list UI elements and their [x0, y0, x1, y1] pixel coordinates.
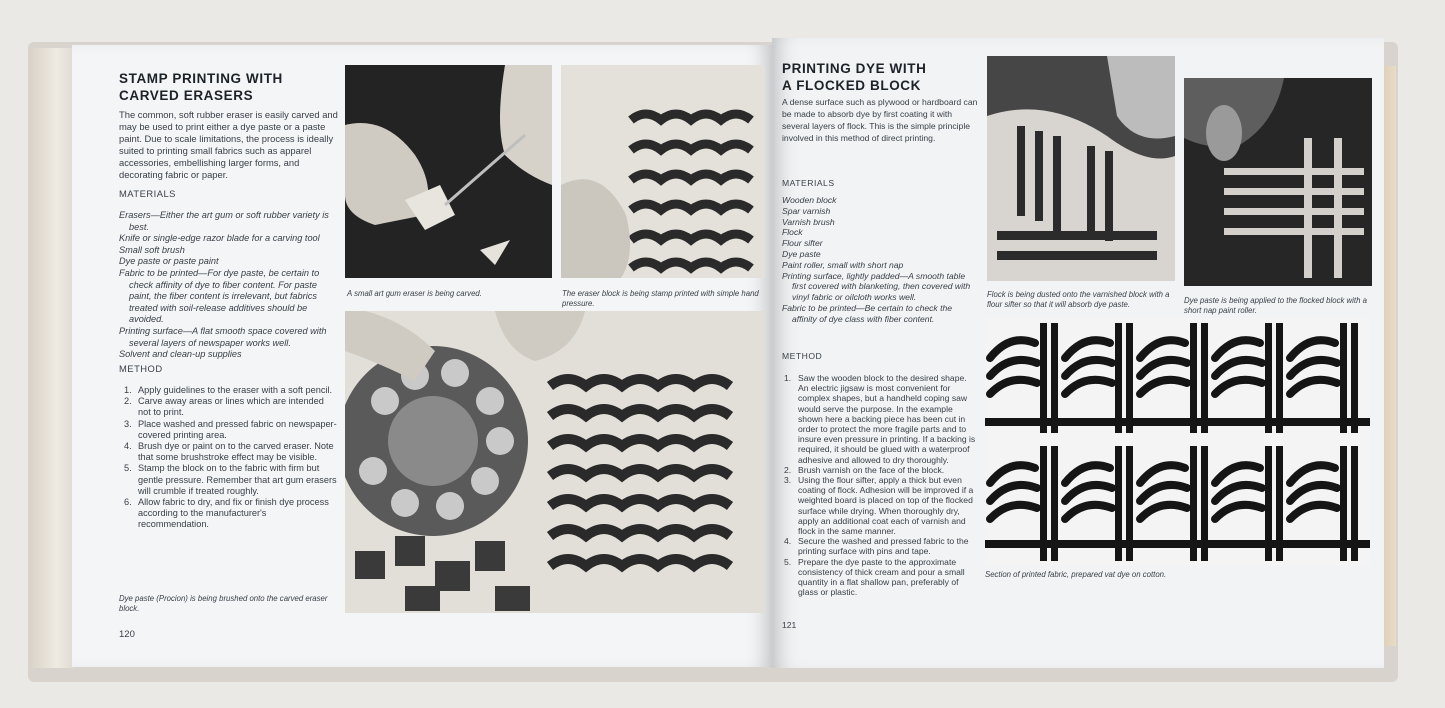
list-item: Paint roller, small with short nap: [782, 259, 904, 270]
caption-stamp-printed: The eraser block is being stamp printed with simple hand pressure.: [562, 289, 759, 308]
list-item: Dye paste or paste paint: [119, 256, 219, 267]
list-item: Erasers—Either the art gum or soft rubber variety is best.: [119, 210, 329, 232]
photo-eraser-carved: [345, 65, 552, 278]
list-item: Knife or single-edge razor blade for a carving tool: [119, 233, 320, 244]
list-item: 1. Saw the wooden block to the desired shape. An electric jigsaw is most convenient for complex shapes, but a handheld coping saw would serve the purpose. In the example shown here a backing piece has been cut in order to protect the more fragile parts and to insure even pressure in printing. If a backing is required, it should be glued with a waterproof adhesive and allowed to dry thoroughly.: [784, 373, 976, 465]
caption-section-printed: Section of printed fabric, prepared vat dye on cotton.: [985, 570, 1167, 579]
list-item: Flock: [782, 227, 803, 238]
list-item: Spar varnish: [782, 205, 831, 216]
photo-dye-brushed: [345, 311, 765, 613]
list-item: 2. Carve away areas or lines which are intended not to print.: [124, 396, 324, 418]
left-intro-paragraph: The common, soft rubber eraser is easily carved and may be used to print either a dye paste or a paste paint. Due to scale limitations, the process is ideally suited to printing small fabrics such as apparel accessories, embellishing larger forms, and decorating fabric or paper.: [119, 109, 338, 180]
list-item: 5. Stamp the block on to the fabric with firm but gentle pressure. Remember that art gum erasers will crumble if treated roughly.: [124, 463, 337, 496]
page-edges-left: [30, 48, 74, 668]
left-page-title: STAMP PRINTING WITH CARVED ERASERS: [119, 71, 283, 103]
right-materials-heading: MATERIALS: [782, 178, 835, 188]
caption-flock-dusted: Flock is being dusted onto the varnished block with a flour sifter so that it will absorb dye paste.: [987, 290, 1170, 309]
right-page: [772, 38, 1384, 668]
list-item: 3. Place washed and pressed fabric on newspaper-covered printing area.: [124, 418, 337, 440]
caption-eraser-carved: A small art gum eraser is being carved.: [347, 289, 482, 298]
list-item: Flour sifter: [782, 238, 823, 249]
left-materials-list: [119, 210, 341, 361]
list-item: 6. Allow fabric to dry, and fix or finish dye process according to the manufacturer's recommendation.: [124, 497, 329, 530]
list-item: Dye paste: [782, 248, 821, 259]
right-page-title: PRINTING DYE WITH A FLOCKED BLOCK: [782, 61, 927, 93]
list-item: 4. Secure the washed and pressed fabric to the printing surface with pins and tape.: [784, 536, 969, 557]
left-page: [72, 45, 772, 667]
right-intro-paragraph: A dense surface such as plywood or hardboard can be made to absorb dye by first coating it with several layers of flock. This is the simple principle involved in this method of direct printing.: [782, 97, 978, 143]
list-item: 4. Brush dye or paint on to the carved eraser. Note that some brushstroke effect may be visible.: [124, 441, 334, 463]
list-item: Small soft brush: [119, 244, 185, 255]
list-item: Printing surface—A flat smooth space covered with several layers of newspaper works well.: [119, 325, 327, 348]
list-item: 5. Prepare the dye paste to the approximate consistency of thick cream and pour a small quantity in a flat shallow pan, preferably of glass or plastic.: [784, 556, 965, 598]
list-item: Solvent and clean-up supplies: [119, 349, 242, 360]
page-edges-right: [1382, 66, 1396, 646]
right-materials-list: [782, 195, 978, 325]
list-item: Wooden block: [782, 195, 837, 205]
caption-dye-brushed: Dye paste (Procion) is being brushed onto the carved eraser block.: [119, 594, 328, 613]
right-page-number: 121: [782, 620, 797, 630]
list-item: Fabric to be printed—Be certain to check the affinity of dye class with fiber content.: [782, 302, 953, 324]
caption-dye-applied: Dye paste is being applied to the flocked block with a short nap paint roller.: [1184, 296, 1367, 315]
photo-dye-applied: [1184, 78, 1372, 286]
list-item: 1. Apply guidelines to the eraser with a soft pencil.: [124, 385, 333, 395]
right-method-list: [784, 373, 978, 597]
photo-printed-fabric: [985, 318, 1370, 566]
list-item: 3. Using the flour sifter, apply a thick but even coating of flock. Adhesion will be improved if a weighted board is placed on top of the flocked surface while drying. When thoroughly dry, apply an additional coat each of varnish and flock in the same manner.: [784, 475, 974, 537]
list-item: Varnish brush: [782, 216, 835, 227]
right-method-heading: METHOD: [782, 351, 823, 361]
left-page-number: 120: [119, 629, 135, 640]
left-materials-heading: MATERIALS: [119, 188, 176, 199]
left-method-heading: METHOD: [119, 363, 163, 374]
list-item: Printing surface, lightly padded—A smooth table first covered with blanketing, then covered with vinyl fabric or oilcloth works well.: [782, 270, 971, 303]
photo-stamp-printed: [561, 65, 765, 278]
photo-flock-dusted: [987, 56, 1175, 281]
list-item: 2. Brush varnish on the face of the block.: [784, 464, 945, 475]
left-method-list: [124, 385, 339, 531]
list-item: Fabric to be printed—For dye paste, be certain to check affinity of dye to fiber content. For paste paint, the fiber content is irrelevant, but fabrics treated with soil-release additives should be avoided.: [119, 267, 320, 325]
